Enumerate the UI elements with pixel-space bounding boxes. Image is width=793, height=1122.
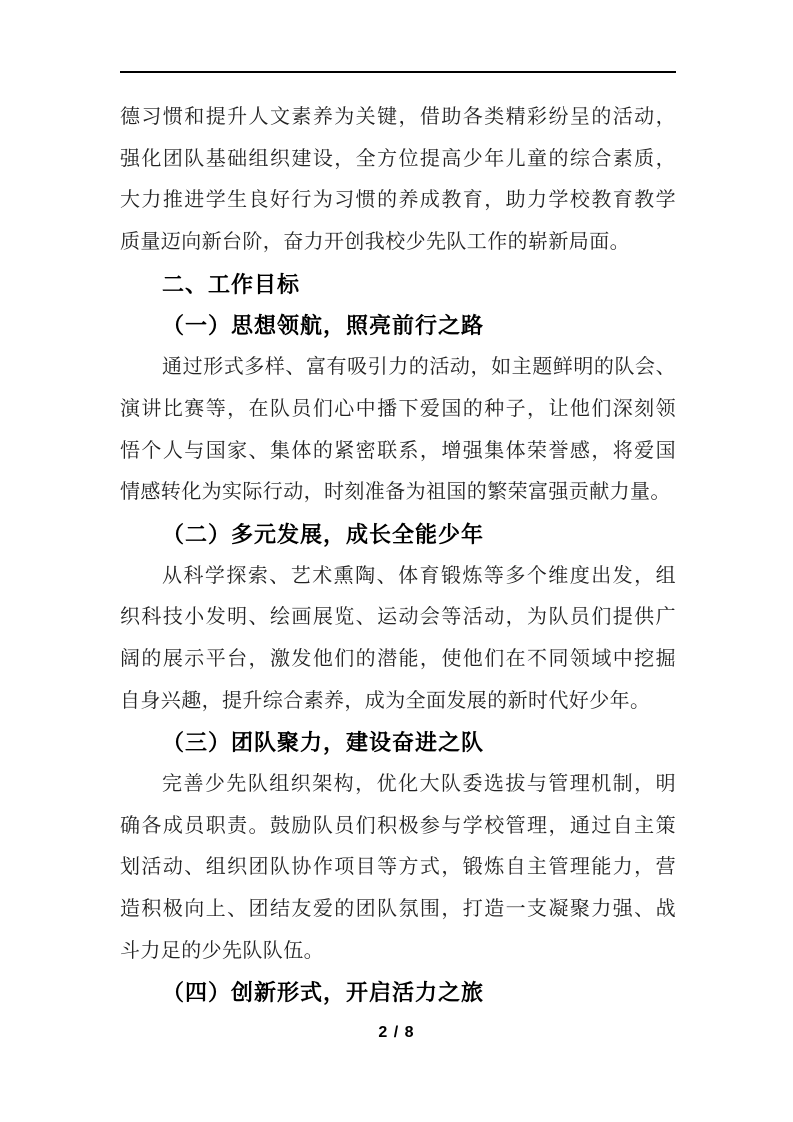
page-body <box>120 97 676 1014</box>
text-line: 自身兴趣，提升综合素养，成为全面发展的新时代好少年。 <box>120 689 651 712</box>
text-line: 织科技小发明、绘画展览、运动会等活动，为队员们提供广 <box>120 606 676 629</box>
text-line: 完善少先队组织架构，优化大队委选拔与管理机制，明 <box>162 773 676 795</box>
text-line: 通过形式多样、富有吸引力的活动，如主题鲜明的队会、 <box>162 356 676 379</box>
subsection-heading: （三）团队聚力，建设奋进之队 <box>162 730 485 756</box>
text-line: 划活动、组织团队协作项目等方式，锻炼自主管理能力，营 <box>120 856 676 879</box>
subsection-heading: （一）思想领航，照亮前行之路 <box>162 313 485 339</box>
subsection-heading: （四）创新形式，开启活力之旅 <box>162 980 485 1006</box>
header-rule <box>120 71 676 73</box>
text-line: 斗力足的少先队队伍。 <box>120 939 324 962</box>
page-footer <box>0 1023 793 1043</box>
text-line: 强化团队基础组织建设，全方位提高少年儿童的综合素质， <box>120 147 676 170</box>
page-number: 2 / 8 <box>378 1024 415 1041</box>
text-line: 大力推进学生良好行为习惯的养成教育，助力学校教育教学 <box>120 189 676 212</box>
text-line: 从科学探索、艺术熏陶、体育锻炼等多个维度出发，组 <box>162 564 676 587</box>
text-line: 质量迈向新台阶，奋力开创我校少先队工作的崭新局面。 <box>120 231 630 254</box>
text-line: 德习惯和提升人文素养为关键，借助各类精彩纷呈的活动， <box>120 106 676 128</box>
text-line: 阔的展示平台，激发他们的潜能，使他们在不同领域中挖掘 <box>120 647 676 670</box>
text-line: 演讲比赛等，在队员们心中播下爱国的种子，让他们深刻领 <box>120 397 676 420</box>
text-line: 确各成员职责。鼓励队员们积极参与学校管理，通过自主策 <box>120 814 676 837</box>
subsection-heading: （二）多元发展，成长全能少年 <box>162 521 485 547</box>
text-line: 情感转化为实际行动，时刻准备为祖国的繁荣富强贡献力量。 <box>120 481 671 504</box>
text-line: 悟个人与国家、集体的紧密联系，增强集体荣誉感，将爱国 <box>120 439 676 462</box>
text-line: 造积极向上、团结友爱的团队氛围，打造一支凝聚力强、战 <box>120 898 676 921</box>
section-heading: 二、工作目标 <box>162 271 301 297</box>
